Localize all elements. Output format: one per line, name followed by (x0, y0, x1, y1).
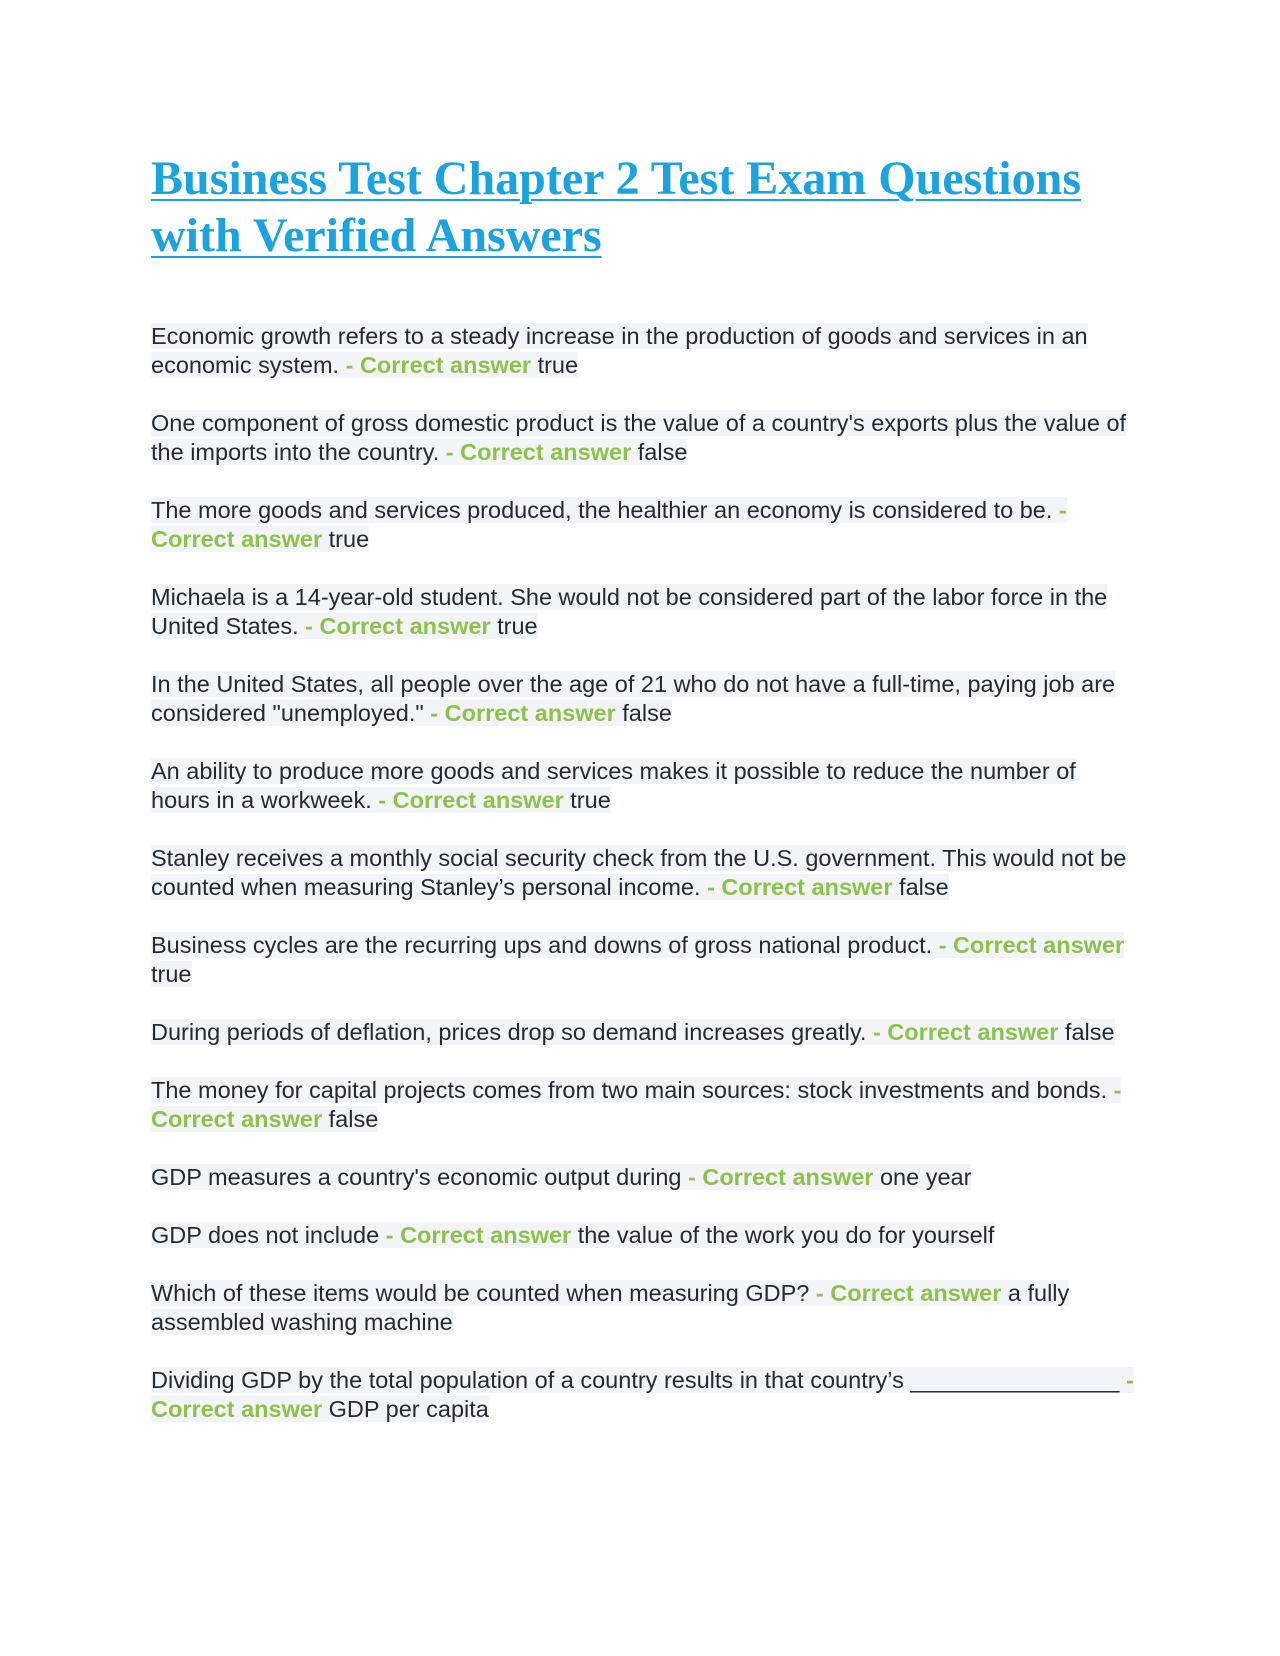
qa-item (151, 1076, 1135, 1134)
qa-item (151, 1221, 1135, 1250)
qa-item (151, 583, 1135, 641)
answer-text: true (151, 961, 192, 987)
question-text: One component of gross domestic product is the value of a country's exports plus the value of the imports into the country. (151, 410, 1127, 465)
correct-answer-label: - Correct answer (151, 1077, 1122, 1132)
correct-answer-label: - Correct answer (378, 787, 564, 813)
correct-answer-label: - Correct answer (345, 352, 532, 378)
correct-answer-label: - Correct answer (305, 613, 491, 639)
correct-answer-label: - Correct answer (385, 1222, 572, 1248)
correct-answer-label: - Correct answer (872, 1019, 1059, 1045)
answer-text: false (637, 439, 688, 465)
question-text: Which of these items would be counted when measuring GDP? (151, 1280, 810, 1306)
answer-text: false (899, 874, 949, 900)
question-text: The money for capital projects comes from two main sources: stock investments and bonds. (151, 1077, 1108, 1103)
qa-item (151, 1018, 1135, 1047)
document-title[interactable]: Business Test Chapter 2 Test Exam Questions with Verified Answers (151, 152, 1081, 262)
question-text: The more goods and services produced, the healthier an economy is considered to be. (151, 497, 1053, 523)
qa-item (151, 1163, 1135, 1192)
qa-item (151, 931, 1135, 989)
question-text: During periods of deflation, prices drop so demand increases greatly. (151, 1019, 867, 1045)
qa-list (151, 322, 1135, 1424)
question-text: In the United States, all people over the age of 21 who do not have a full-time, paying job are considered "unemployed." (151, 671, 1116, 726)
correct-answer-label: - Correct answer (445, 439, 632, 465)
correct-answer-label: - Correct answer (151, 1367, 1134, 1422)
qa-item (151, 322, 1135, 380)
correct-answer-label: - Correct answer (707, 874, 893, 900)
question-text: Stanley receives a monthly social security check from the U.S. government. This would not be counted when measuring Stanley’s personal income. (151, 845, 1127, 900)
question-text: Business cycles are the recurring ups and downs of gross national product. (151, 932, 933, 958)
answer-text: GDP per capita (328, 1396, 489, 1422)
answer-text: true (537, 352, 579, 378)
correct-answer-label: - Correct answer (151, 497, 1067, 552)
qa-item (151, 1366, 1135, 1424)
qa-item (151, 1279, 1135, 1337)
question-text: Dividing GDP by the total population of a country results in that country’s ________________ (151, 1367, 1120, 1393)
answer-text: false (328, 1106, 379, 1132)
answer-text: the value of the work you do for yourself (577, 1222, 995, 1248)
qa-item (151, 496, 1135, 554)
qa-item (151, 670, 1135, 728)
qa-item (151, 409, 1135, 467)
question-text: GDP measures a country's economic output during (151, 1164, 682, 1190)
answer-text: false (1064, 1019, 1115, 1045)
correct-answer-label: - Correct answer (688, 1164, 874, 1190)
correct-answer-label: - Correct answer (430, 700, 616, 726)
correct-answer-label: - Correct answer (938, 932, 1125, 958)
answer-text: one year (879, 1164, 972, 1190)
question-text: Economic growth refers to a steady increase in the production of goods and services in an economic system. (151, 323, 1088, 378)
answer-text: true (497, 613, 538, 639)
answer-text: true (570, 787, 611, 813)
answer-text: false (622, 700, 672, 726)
answer-text: true (328, 526, 370, 552)
qa-item (151, 844, 1135, 902)
question-text: Michaela is a 14-year-old student. She would not be considered part of the labor force in the United States. (151, 584, 1108, 639)
question-text: GDP does not include (151, 1222, 380, 1248)
qa-item (151, 757, 1135, 815)
correct-answer-label: - Correct answer (815, 1280, 1002, 1306)
answer-text: a fully assembled washing machine (151, 1280, 1070, 1335)
document-page (151, 150, 1135, 1453)
question-text: An ability to produce more goods and services makes it possible to reduce the number of hours in a workweek. (151, 758, 1076, 813)
